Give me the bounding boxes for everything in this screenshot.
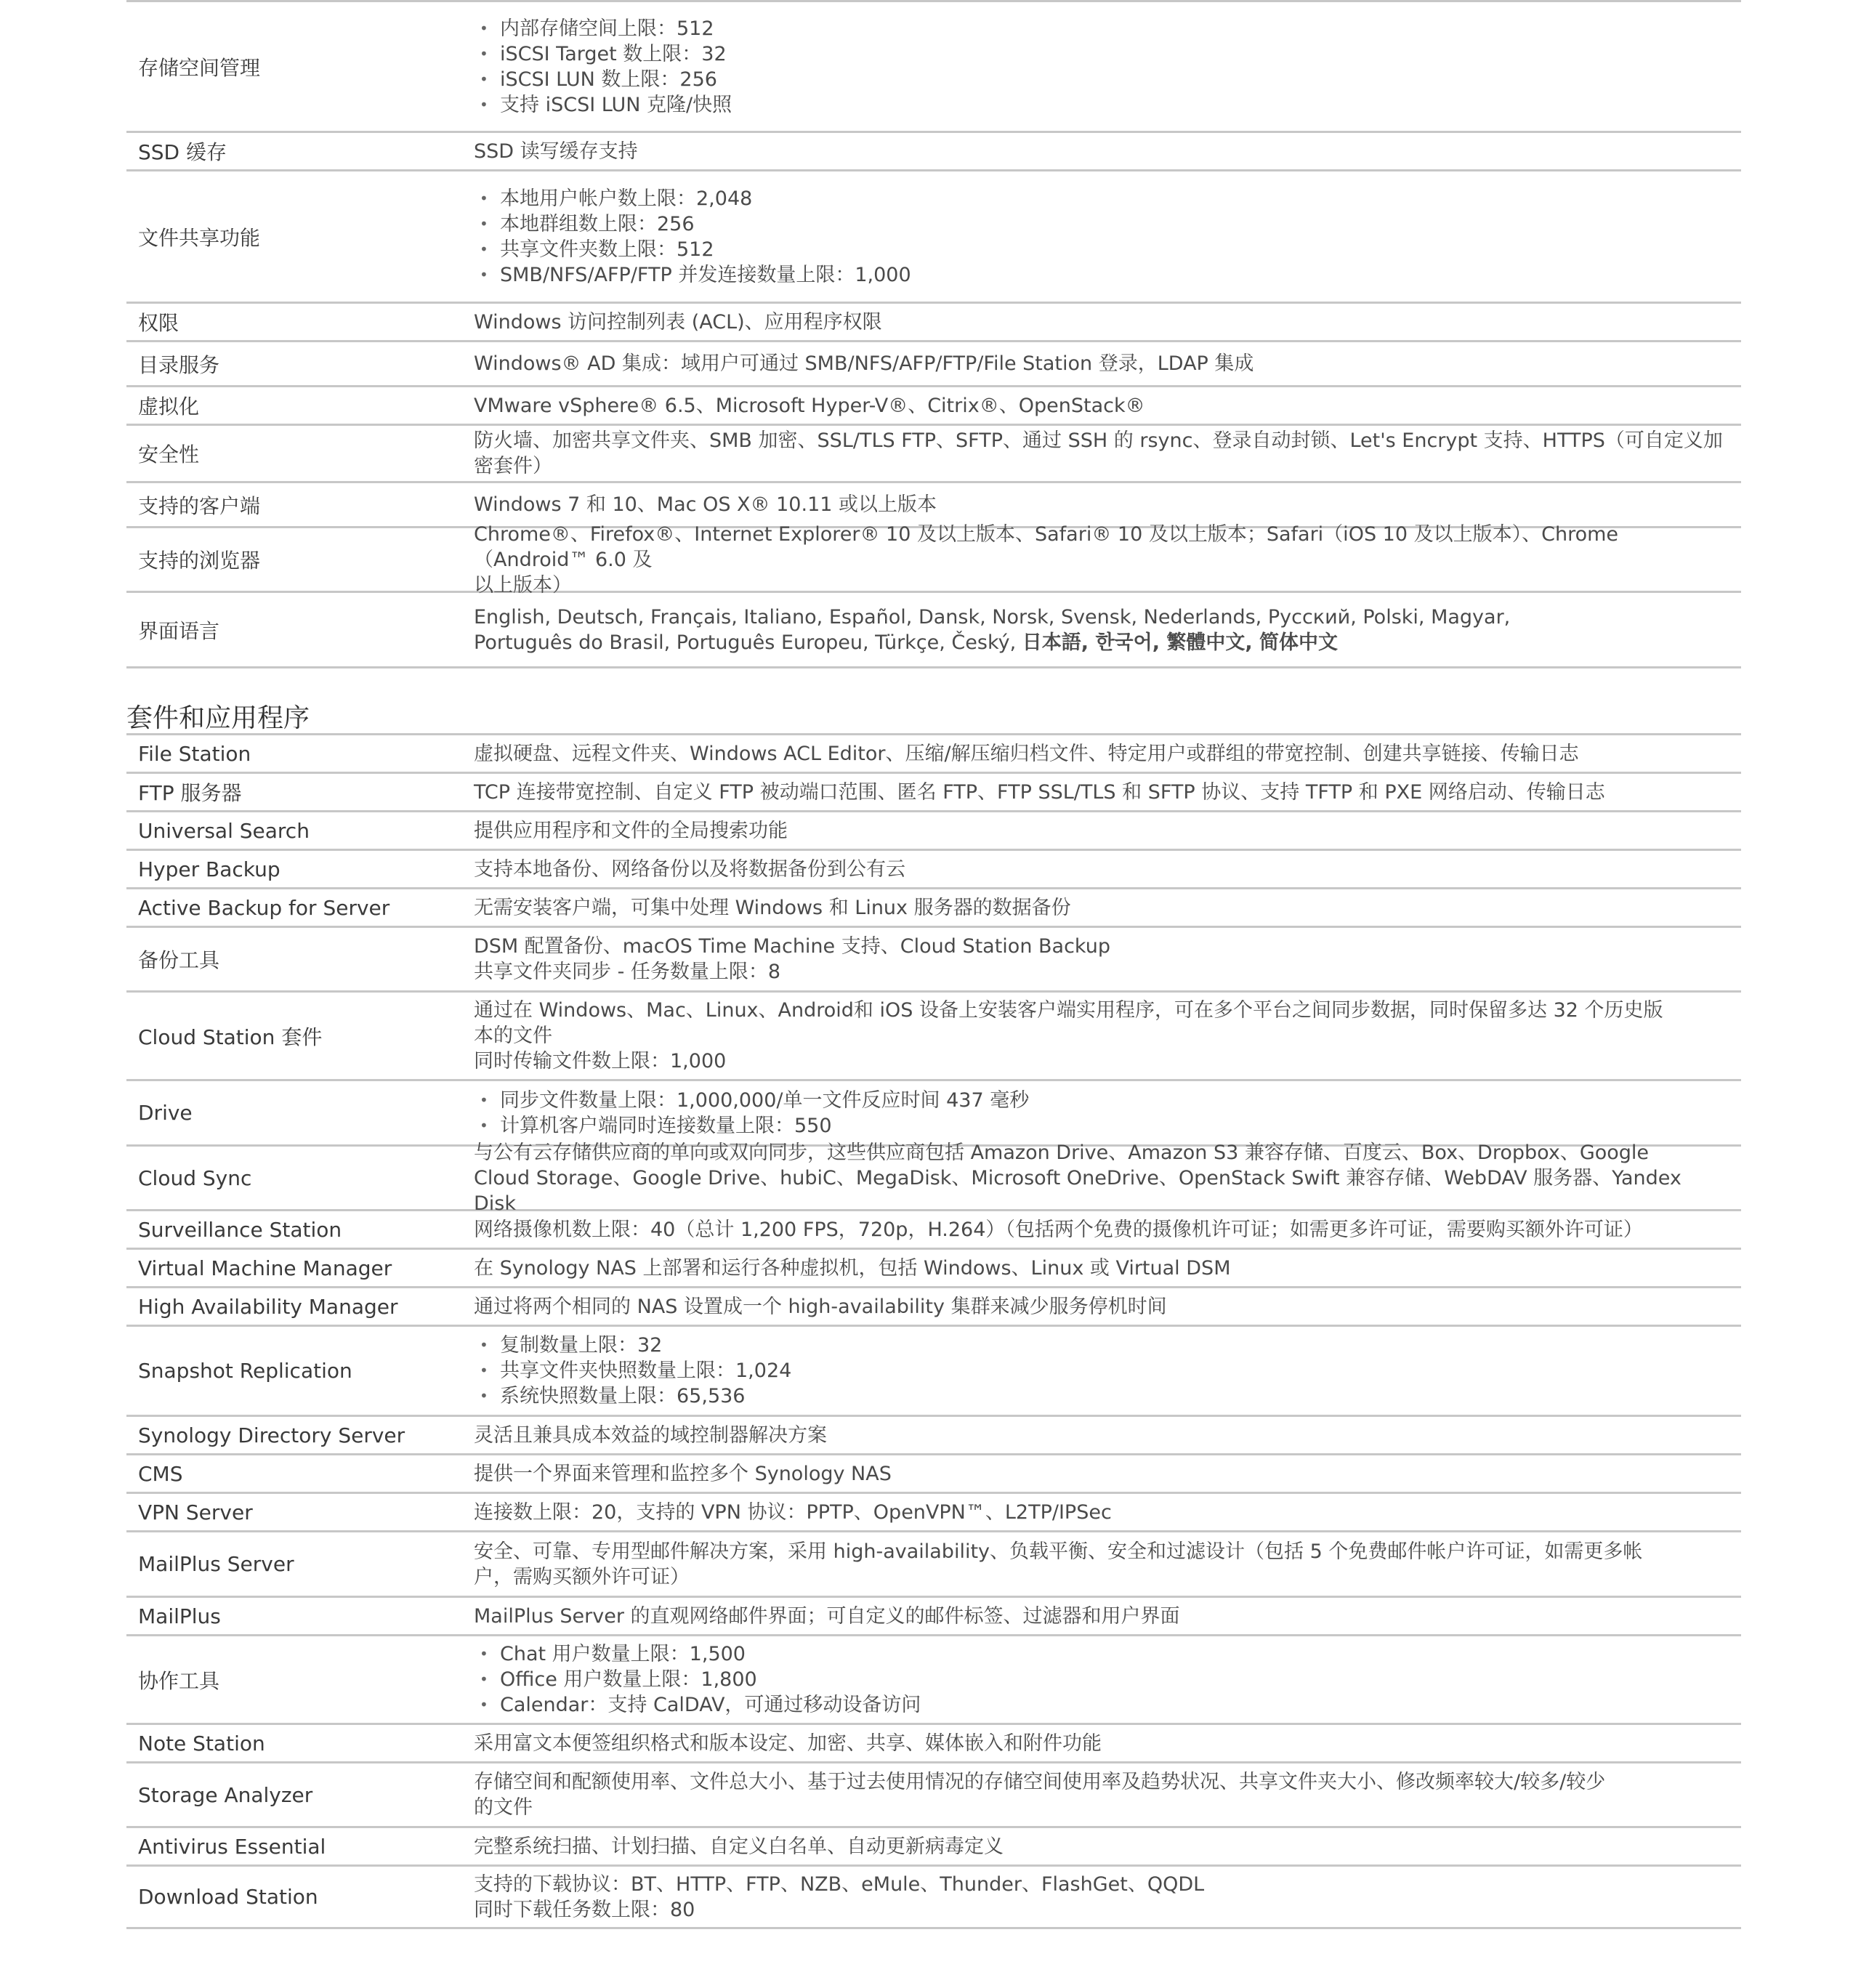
spec-label: 目录服务 bbox=[138, 352, 220, 377]
spec-label: 存储空间管理 bbox=[138, 55, 261, 80]
spec-text-line: Chrome®、Firefox®、Internet Explorer® 10 及以上版本、Safari® 10 及以上版本；Safari（iOS 10 及以上版本）、Chrome（Android™ 6.0 及 bbox=[474, 522, 1619, 571]
spec-label: 安全性 bbox=[138, 443, 200, 466]
spec-label: 权限 bbox=[138, 311, 179, 335]
spec-label: Virtual Machine Manager bbox=[138, 1256, 392, 1280]
spec-text-line: 提供一个界面来管理和监控多个 Synology NAS bbox=[474, 1462, 892, 1485]
spec-text-line: 在 Synology NAS 上部署和运行各种虚拟机，包括 Windows、Linux 或 Virtual DSM bbox=[474, 1256, 1231, 1280]
spec-label: VPN Server bbox=[138, 1500, 253, 1524]
spec-label: Download Station bbox=[138, 1885, 318, 1909]
spec-row bbox=[126, 593, 1741, 668]
spec-label: Active Backup for Server bbox=[138, 895, 390, 920]
spec-bullet-item: • 计算机客户端同时连接数量上限：550 bbox=[474, 1113, 1729, 1139]
spec-value bbox=[474, 1256, 1741, 1281]
spec-row bbox=[126, 993, 1741, 1081]
spec-value bbox=[474, 1604, 1741, 1629]
spec-text-line: Windows® AD 集成：域用户可通过 SMB/NFS/AFP/FTP/File Station 登录，LDAP 集成 bbox=[474, 352, 1254, 375]
spec-text-line: 防火墙、加密共享文件夹、SMB 加密、SSL/TLS FTP、SFTP、通过 SSH 的 rsync、登录自动封锁、Let's Encrypt 支持、HTTPS（可自定义加 bbox=[474, 429, 1723, 452]
spec-text-line: 以上版本） bbox=[474, 573, 572, 597]
spec-row bbox=[126, 1763, 1741, 1828]
spec-sheet bbox=[126, 0, 1741, 1929]
spec-label: FTP 服务器 bbox=[138, 781, 242, 805]
spec-row bbox=[126, 304, 1741, 342]
spec-value bbox=[474, 1217, 1741, 1242]
spec-row bbox=[126, 812, 1741, 851]
spec-label: Snapshot Replication bbox=[138, 1359, 352, 1383]
spec-text-line: 提供应用程序和文件的全局搜索功能 bbox=[474, 819, 788, 842]
spec-label: 文件共享功能 bbox=[138, 225, 261, 250]
spec-row bbox=[126, 1636, 1741, 1725]
spec-row bbox=[126, 1828, 1741, 1867]
spec-text-line: 采用富文本便签组织格式和版本设定、加密、共享、媒体嵌入和附件功能 bbox=[474, 1732, 1102, 1755]
spec-value bbox=[474, 1872, 1741, 1923]
spec-row bbox=[126, 1250, 1741, 1288]
spec-text-line: MailPlus Server 的直观网络邮件界面；可自定义的邮件标签、过滤器和用户界面 bbox=[474, 1604, 1180, 1628]
spec-value bbox=[474, 605, 1741, 655]
spec-bullet-item: • Chat 用户数量上限：1,500 bbox=[474, 1641, 1729, 1667]
spec-value bbox=[474, 741, 1741, 767]
spec-value bbox=[474, 1834, 1741, 1859]
spec-value bbox=[474, 16, 1741, 118]
spec-text-line: 灵活且兼具成本效益的域控制器解决方案 bbox=[474, 1423, 827, 1447]
spec-row bbox=[126, 133, 1741, 171]
spec-bullet-item: • iSCSI Target 数上限：32 bbox=[474, 41, 1729, 67]
spec-text-line: English, Deutsch, Français, Italiano, Español, Dansk, Norsk, Svensk, Nederlands, Русский, Polski, Magyar, bbox=[474, 605, 1511, 629]
spec-label: Hyper Backup bbox=[138, 857, 280, 881]
spec-value bbox=[474, 1641, 1741, 1718]
spec-text-bold-segment: 日本語, 한국어, 繁體中文, 简体中文 bbox=[1022, 631, 1339, 654]
spec-row bbox=[126, 889, 1741, 928]
spec-bullet-item: • iSCSI LUN 数上限：256 bbox=[474, 67, 1729, 92]
spec-text-line: 存储空间和配额使用率、文件总大小、基于过去使用情况的存储空间使用率及趋势状况、共享文件夹大小、修改频率较大/较多/较少 bbox=[474, 1771, 1606, 1793]
spec-value bbox=[474, 780, 1741, 805]
spec-label: 支持的浏览器 bbox=[138, 549, 261, 573]
spec-value bbox=[474, 186, 1741, 288]
spec-label: High Availability Manager bbox=[138, 1294, 398, 1319]
spec-bullet-item: • Office 用户数量上限：1,800 bbox=[474, 1667, 1729, 1692]
spec-bullet-item: • Calendar：支持 CalDAV，可通过移动设备访问 bbox=[474, 1692, 1729, 1718]
spec-value bbox=[474, 393, 1741, 419]
spec-bullet-item: • SMB/NFS/AFP/FTP 并发连接数量上限：1,000 bbox=[474, 262, 1729, 288]
spec-text-line: 完整系统扫描、计划扫描、自定义白名单、自动更新病毒定义 bbox=[474, 1835, 1004, 1858]
spec-bullet-list bbox=[474, 1641, 1729, 1718]
packages-spec-table bbox=[126, 735, 1741, 1929]
spec-row bbox=[126, 774, 1741, 812]
spec-label: File Station bbox=[138, 741, 251, 766]
spec-value bbox=[474, 1731, 1741, 1756]
spec-value bbox=[474, 522, 1741, 598]
spec-row bbox=[126, 1455, 1741, 1494]
spec-text-line: SSD 读写缓存支持 bbox=[474, 140, 638, 163]
spec-label: Universal Search bbox=[138, 818, 310, 843]
spec-text-line: 密套件） bbox=[474, 455, 552, 477]
spec-bullet-item: • 共享文件夹快照数量上限：1,024 bbox=[474, 1358, 1729, 1383]
spec-value bbox=[474, 998, 1741, 1074]
spec-value bbox=[474, 1769, 1741, 1820]
spec-value bbox=[474, 351, 1741, 376]
spec-text-line: TCP 连接带宽控制、自定义 FTP 被动端口范围、匿名 FTP、FTP SSL/TLS 和 SFTP 协议、支持 TFTP 和 PXE 网络启动、传输日志 bbox=[474, 780, 1605, 804]
spec-text-segment: Português do Brasil, Português Europeu, Türkçe, Český, bbox=[474, 631, 1017, 654]
spec-row bbox=[126, 1141, 1741, 1215]
spec-bullet-item: • 内部存储空间上限：512 bbox=[474, 16, 1729, 41]
spec-text-line: 本的文件 bbox=[474, 1025, 552, 1047]
spec-bullet-list bbox=[474, 16, 1729, 118]
spec-row bbox=[126, 2, 1741, 133]
spec-bullet-item: • 本地群组数上限：256 bbox=[474, 211, 1729, 237]
spec-row bbox=[126, 426, 1741, 483]
spec-text-line: 支持本地备份、网络备份以及将数据备份到公有云 bbox=[474, 857, 905, 881]
spec-row bbox=[126, 1598, 1741, 1636]
spec-row bbox=[126, 1725, 1741, 1763]
spec-bullet-item: • 共享文件夹数上限：512 bbox=[474, 237, 1729, 262]
spec-row bbox=[126, 1081, 1741, 1147]
spec-row bbox=[126, 1211, 1741, 1250]
spec-row bbox=[126, 928, 1741, 993]
spec-label: MailPlus bbox=[138, 1604, 221, 1628]
spec-text-line: 同时传输文件数上限：1,000 bbox=[474, 1050, 727, 1072]
spec-text-line: 与公有云存储供应商的单向或双向同步，这些供应商包括 Amazon Drive、Amazon S3 兼容存储、百度云、Box、Dropbox、Google bbox=[474, 1141, 1650, 1164]
spec-label: Drive bbox=[138, 1101, 193, 1125]
spec-label: 支持的客户端 bbox=[138, 493, 261, 518]
spec-row bbox=[126, 342, 1741, 387]
spec-value bbox=[474, 895, 1741, 921]
spec-label: Cloud Sync bbox=[138, 1165, 252, 1190]
spec-bullet-item: • 本地用户帐户数上限：2,048 bbox=[474, 186, 1729, 211]
spec-text-line: 户，需购买额外许可证） bbox=[474, 1565, 690, 1588]
spec-text-line: 同时下载任务数上限：80 bbox=[474, 1898, 695, 1921]
spec-label: CMS bbox=[138, 1461, 183, 1486]
spec-label: 虚拟化 bbox=[138, 395, 200, 419]
spec-text-line: 通过将两个相同的 NAS 设置成一个 high-availability 集群来减少服务停机时间 bbox=[474, 1295, 1167, 1318]
spec-value bbox=[474, 310, 1741, 335]
spec-row bbox=[126, 522, 1741, 597]
spec-label: 备份工具 bbox=[138, 948, 220, 972]
spec-bullet-item: • 同步文件数量上限：1,000,000/单一文件反应时间 437 毫秒 bbox=[474, 1088, 1729, 1113]
spec-row bbox=[126, 1494, 1741, 1532]
spec-label: Synology Directory Server bbox=[138, 1423, 405, 1447]
spec-bullet-item: • 支持 iSCSI LUN 克隆/快照 bbox=[474, 92, 1729, 118]
spec-row bbox=[126, 1867, 1741, 1929]
hardware-spec-table bbox=[126, 0, 1741, 668]
spec-value bbox=[474, 1140, 1741, 1216]
spec-row bbox=[126, 1327, 1741, 1417]
spec-label: Cloud Station 套件 bbox=[138, 1025, 323, 1049]
spec-label: MailPlus Server bbox=[138, 1552, 294, 1576]
spec-text-line: 通过在 Windows、Mac、Linux、Android和 iOS 设备上安装客户端实用程序，可在多个平台之间同步数据，同时保留多达 32 个历史版 bbox=[474, 999, 1663, 1022]
spec-value bbox=[474, 428, 1741, 479]
spec-row bbox=[126, 1532, 1741, 1598]
spec-value bbox=[474, 934, 1741, 985]
spec-value bbox=[474, 1294, 1741, 1320]
spec-value bbox=[474, 1500, 1741, 1525]
spec-text-line: 虚拟硬盘、远程文件夹、Windows ACL Editor、压缩/解压缩归档文件、特定用户或群组的带宽控制、创建共享链接、传输日志 bbox=[474, 742, 1579, 765]
spec-text-line: DSM 配置备份、macOS Time Machine 支持、Cloud Station Backup bbox=[474, 935, 1110, 958]
spec-value bbox=[474, 857, 1741, 882]
spec-label: SSD 缓存 bbox=[138, 140, 227, 164]
spec-label: 界面语言 bbox=[138, 618, 220, 643]
spec-text-line: Cloud Storage、Google Drive、hubiC、MegaDisk、Microsoft OneDrive、OpenStack Swift 兼容存储、WebDAV 服务器、Yandex Disk bbox=[474, 1166, 1688, 1215]
spec-text-line: 的文件 bbox=[474, 1796, 533, 1819]
spec-value bbox=[474, 139, 1741, 164]
spec-text-line: 无需安装客户端，可集中处理 Windows 和 Linux 服务器的数据备份 bbox=[474, 896, 1071, 919]
spec-label: Antivirus Essential bbox=[138, 1834, 326, 1859]
spec-value bbox=[474, 492, 1741, 517]
spec-row bbox=[126, 1417, 1741, 1455]
spec-value bbox=[474, 1423, 1741, 1448]
spec-text-line: Windows 访问控制列表 (ACL)、应用程序权限 bbox=[474, 310, 882, 334]
spec-row bbox=[126, 735, 1741, 774]
spec-value bbox=[474, 1461, 1741, 1487]
spec-text-line: 共享文件夹同步 - 任务数量上限：8 bbox=[474, 961, 781, 983]
spec-text-line: 连接数上限：20，支持的 VPN 协议：PPTP、OpenVPN™、L2TP/IPSec bbox=[474, 1500, 1112, 1524]
spec-label: 协作工具 bbox=[138, 1668, 220, 1693]
spec-value bbox=[474, 1333, 1741, 1409]
spec-bullet-list bbox=[474, 186, 1729, 288]
spec-label: Note Station bbox=[138, 1731, 265, 1755]
section-title: 套件和应用程序 bbox=[126, 668, 1741, 735]
spec-row bbox=[126, 1288, 1741, 1327]
spec-text-line bbox=[474, 630, 1729, 655]
spec-value bbox=[474, 818, 1741, 844]
spec-label: Surveillance Station bbox=[138, 1217, 342, 1242]
spec-row bbox=[126, 171, 1741, 304]
spec-text-line: 支持的下载协议：BT、HTTP、FTP、NZB、eMule、Thunder、FlashGet、QQDL bbox=[474, 1872, 1205, 1896]
spec-label: Storage Analyzer bbox=[138, 1782, 313, 1807]
spec-bullet-item: • 系统快照数量上限：65,536 bbox=[474, 1383, 1729, 1409]
spec-bullet-list bbox=[474, 1088, 1729, 1139]
spec-text-line: 安全、可靠、专用型邮件解决方案，采用 high-availability、负载平衡、安全和过滤设计（包括 5 个免费邮件帐户许可证，如需更多帐 bbox=[474, 1540, 1643, 1563]
spec-text-line: VMware vSphere® 6.5、Microsoft Hyper-V®、Citrix®、OpenStack® bbox=[474, 394, 1145, 417]
spec-value bbox=[474, 1539, 1741, 1590]
spec-text-line: 网络摄像机数上限：40（总计 1,200 FPS，720p，H.264）（包括两个免费的摄像机许可证；如需更多许可证，需要购买额外许可证） bbox=[474, 1218, 1643, 1241]
spec-value bbox=[474, 1088, 1741, 1139]
spec-text-line: Windows 7 和 10、Mac OS X® 10.11 或以上版本 bbox=[474, 493, 937, 516]
spec-row bbox=[126, 851, 1741, 889]
spec-bullet-item: • 复制数量上限：32 bbox=[474, 1333, 1729, 1358]
spec-row bbox=[126, 387, 1741, 426]
spec-bullet-list bbox=[474, 1333, 1729, 1409]
